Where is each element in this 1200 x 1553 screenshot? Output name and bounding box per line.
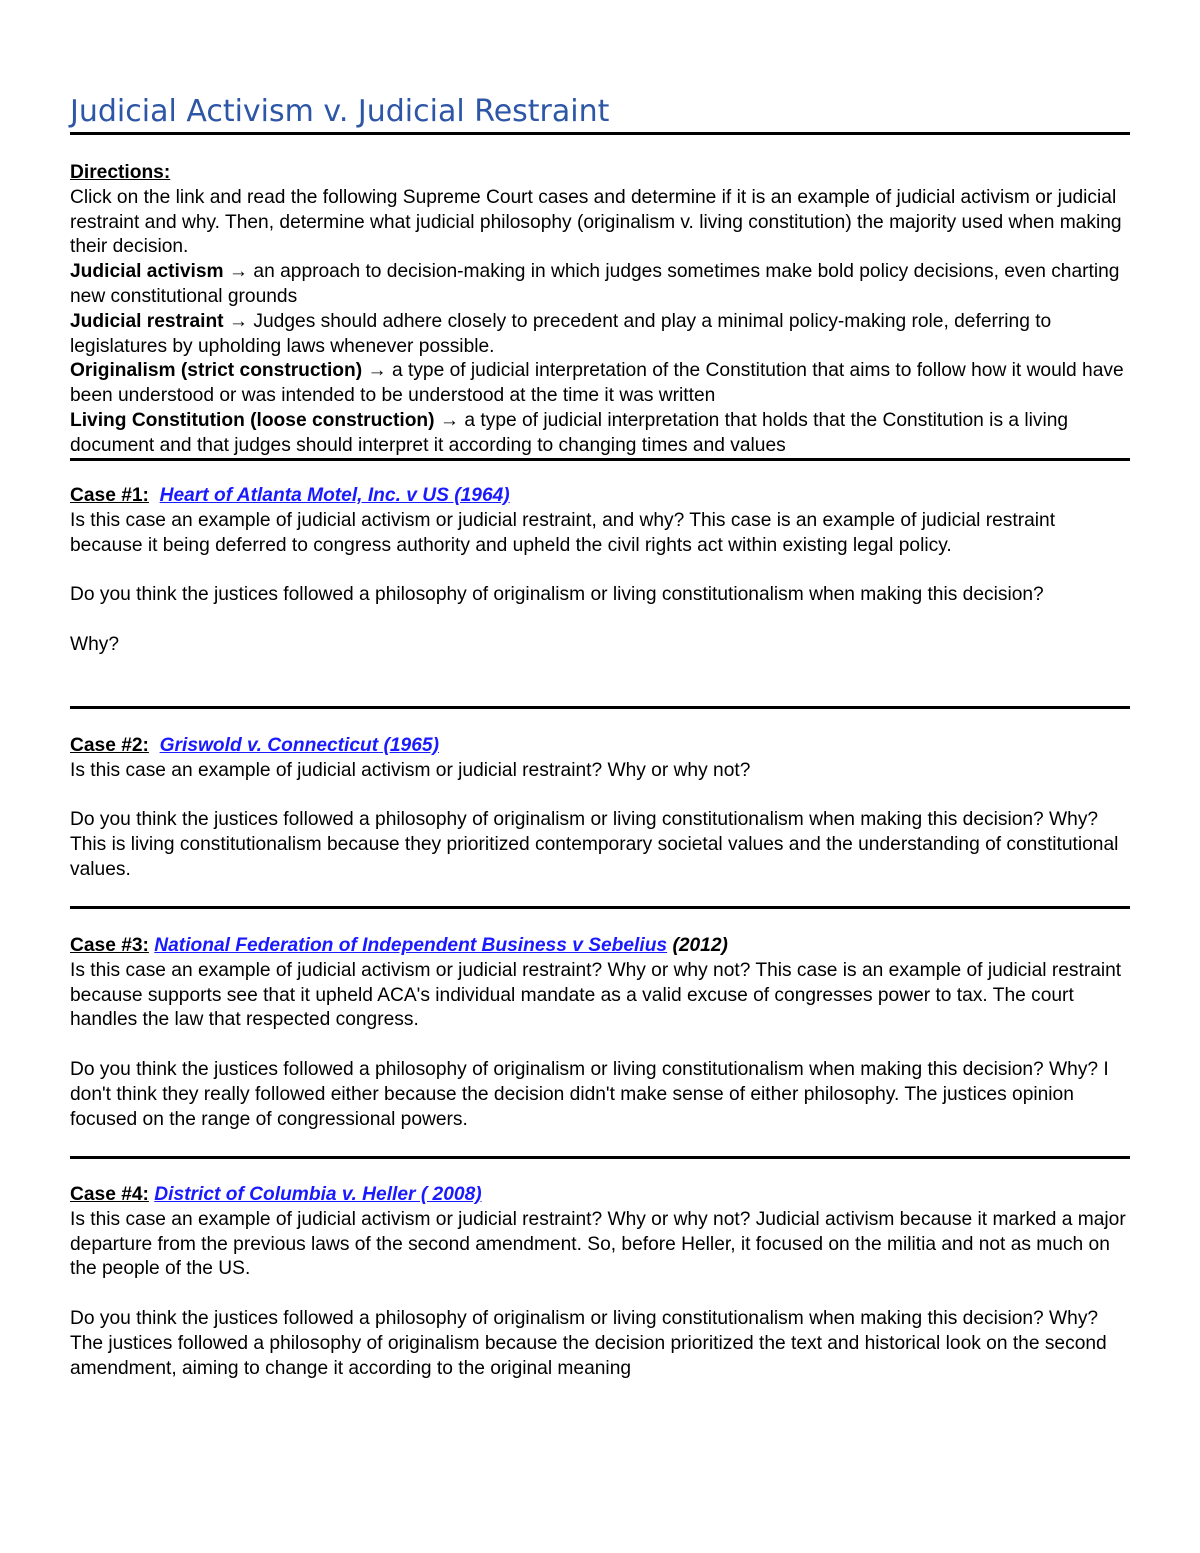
directions-heading: Directions:	[70, 162, 171, 183]
case-2-link[interactable]: Griswold v. Connecticut (1965)	[159, 735, 439, 756]
case-1-question-3: Why?	[70, 633, 120, 655]
section-rule	[70, 1156, 1130, 1159]
definition-restraint: Judicial restraint → Judges should adhere closely to precedent and play a minimal policy-making role, deferring to legislatures by upholding laws whenever possible.	[70, 310, 1052, 357]
section-rule	[70, 706, 1130, 709]
case-1	[70, 484, 1130, 658]
page-title: Judicial Activism v. Judicial Restraint	[70, 94, 610, 129]
case-3-heading: Case #3: National Federation of Independent Business v Sebelius (2012)	[70, 935, 728, 956]
case-4-question-2: Do you think the justices followed a philosophy of originalism or living constitutionalism when making this decision? Why?	[70, 1307, 1099, 1329]
definition-activism: Judicial activism → an approach to decision-making in which judges sometimes make bold policy decisions, even charting new constitutional grounds	[70, 261, 1120, 307]
directions-text: Click on the link and read the following Supreme Court cases and determine if it is an example of judicial activism or judicial restraint and why. Then, determine what judicial philosophy (originalism v. living constitution) the majority used when making their decision.	[70, 186, 1122, 258]
case-3-question-1: Is this case an example of judicial activism or judicial restraint? Why or why not? This case is an example of judicial restraint because supports see that it upheld ACA's individual mandate as a valid excuse of congresses power to tax. The court handles the law that respected congress.	[70, 959, 1122, 1031]
case-3	[70, 934, 1130, 1132]
case-3-year: (2012)	[667, 935, 728, 956]
title-rule	[70, 132, 1130, 135]
case-4	[70, 1183, 1130, 1381]
case-3-link[interactable]: National Federation of Independent Business v Sebelius	[154, 935, 668, 956]
case-1-question-2: Do you think the justices followed a philosophy of originalism or living constitutionalism when making this decision?	[70, 584, 1044, 606]
case-2-heading: Case #2: Griswold v. Connecticut (1965)	[70, 735, 439, 756]
definition-living-constitution: Living Constitution (loose construction) → a type of judicial interpretation that holds that the Constitution is a living document and that judges should interpret it according to changing times and values	[70, 409, 1069, 456]
case-4-answer-2: The justices followed a philosophy of originalism because the decision prioritized the text and historical look on the second amendment, aiming to change it according to the original meaning	[70, 1332, 1107, 1379]
case-1-heading: Case #1: Heart of Atlanta Motel, Inc. v US (1964)	[70, 485, 510, 506]
definition-originalism: Originalism (strict construction) → a type of judicial interpretation of the Constitution that aims to follow how it would have been understood or was intended to be understood at the time it was written	[70, 360, 1124, 407]
case-4-heading: Case #4: District of Columbia v. Heller ( 2008)	[70, 1184, 482, 1205]
case-4-question-1: Is this case an example of judicial activism or judicial restraint? Why or why not? Judicial activism because it marked a major departure from the previous laws of the second amendment. So, before Heller, it focused on the militia and not as much on the people of the US.	[70, 1208, 1126, 1280]
section-rule	[70, 458, 1130, 461]
case-1-question-1: Is this case an example of judicial activism or judicial restraint, and why? This case is an example of judicial restraint because it being deferred to congress authority and upheld the civil rights act within existing legal policy.	[70, 509, 1056, 556]
case-4-link[interactable]: District of Columbia v. Heller ( 2008)	[154, 1184, 482, 1205]
section-rule	[70, 906, 1130, 909]
case-2-question-1: Is this case an example of judicial activism or judicial restraint? Why or why not?	[70, 759, 751, 781]
case-1-link[interactable]: Heart of Atlanta Motel, Inc. v US (1964)	[159, 485, 510, 506]
case-2	[70, 734, 1130, 883]
case-2-question-2: Do you think the justices followed a philosophy of originalism or living constitutionalism when making this decision? Why? This is living constitutionalism because they prioritized contemporary societal values and the understanding of constitutional values.	[70, 809, 1119, 880]
directions-section	[70, 161, 1130, 459]
case-3-question-2: Do you think the justices followed a philosophy of originalism or living constitutionalism when making this decision? Why? I don't think they really followed either because the decision didn't make sense of either philosophy. The justices opinion focused on the range of congressional powers.	[70, 1058, 1109, 1130]
